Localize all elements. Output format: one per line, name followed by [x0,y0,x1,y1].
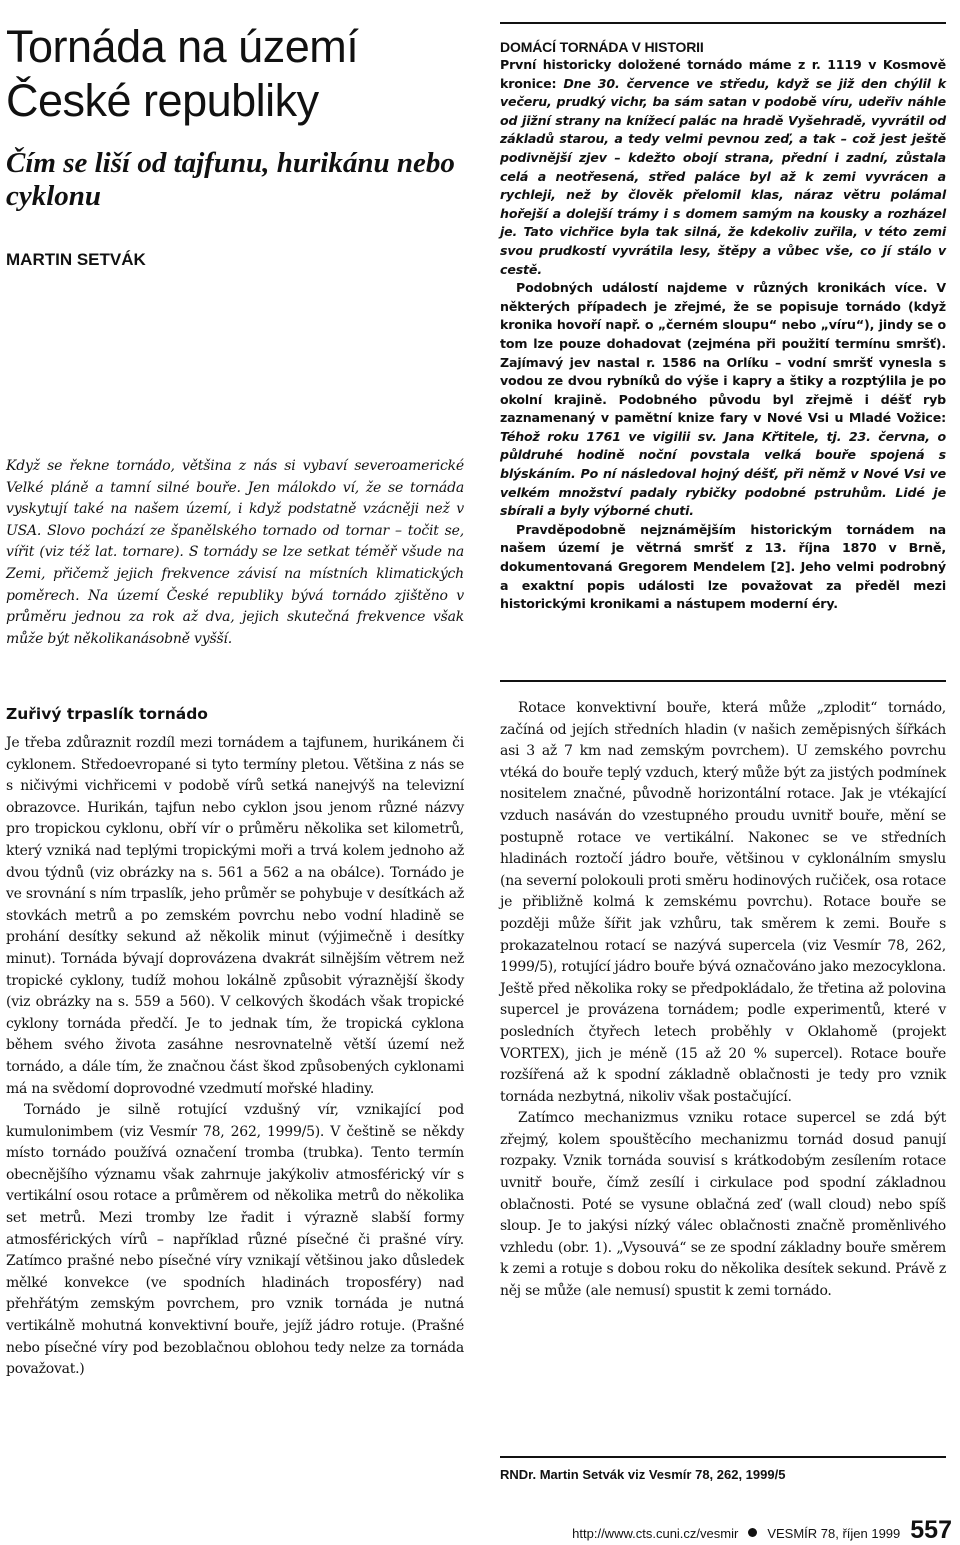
page-number: 557 [910,1516,952,1544]
body-paragraph: Je třeba zdůraznit rozdíl mezi tornádem a tajfunem, hurikánem či cyklonem. Středoevropané si tyto termíny pletou. Většina z nás se s ničivými vichřicemi v podobě vírů setká nanejvýš na televizní obrazovce. Hurikán, tajfun nebo cyklon jsou jenom různé názvy pro tropickou cyklonu, obří vír o průměru několika set kilometrů, který vzniká nad teplými tropickými moři a trvá kolem jednoho až dvou týdnů (viz obrázky na s. 561 a 562 a na obálce). Tornádo je ve srovnání s ním trpaslík, jeho průměr se pohybuje v desítkách až stovkách metrů a po zemském povrchu nebo vodní hladině se prohání desítky sekund až několik minut (výjimečně i desítky minut). Tornáda bývají doprovázena dvakrát silnějším větrem než tropické cyklony, tudíž mohou lokálně způsobit výraznější škody (viz obrázky na s. 559 a 560). V celkových škodách však tropické cyklony tornáda předčí. Je to jednak tím, že tropická cyklona během svého života zasáhne nesrovnatelně větší území než tornádo, a dále tím, že značnou část škod způsobených cyklonami má na svědomí doprovodné vzedmutí mořské hladiny. [6,735,464,1097]
article-subtitle: Čím se liší od tajfunu, hurikánu nebo cyklonu [6,147,455,212]
sidebar-paragraph [500,56,946,279]
author-credit: RNDr. Martin Setvák viz Vesmír 78, 262, 1999/5 [500,1467,786,1482]
lead-paragraph: Když se řekne tornádo, většina z nás si vybaví severoamerické Velké pláně a tamní silné bouře. Jen málokdo ví, že se tornáda vyskytují také na našem území, i když podstatně vzácněji než v USA. Slovo pochází ze španělského tornado od tornar – točit se, vířit (viz též lat. tornare). S tornády se lze setkat téměř všude na Zemi, přičemž jejich frekvence závisí na místních klimatických poměrech. Na území České republiky bývá tornádo zjištěno v průměru jednou za rok až dva, jejich skutečná frekvence však může být několikanásobně vyšší. [6,458,464,647]
body-paragraph: Rotace konvektivní bouře, která může „zplodit“ tornádo, začíná od jejích středních hladin (v našich zeměpisných šířkách asi 3 až 7 km nad zemským povrchem). U zemského povrchu vtéká do bouře teplý vzduch, který může být za jistých podmínek nositelem značné, původně horizontální rotace. Jak je vtékající vzduch nasáván do vzestupného proudu uvnitř bouře, mění se postupně rotace ve vertikální. Nakonec se ve středních hladinách roztočí jádro bouře, většinou v cyklonálním smyslu (na severní polokouli proti směru hodinových ručiček, osa rotace je přibližně kolmá k zemskému povrchu). Rotace bouře se později může šířit jak vzhůru, tak směrem k zemi. Bouře s prokazatelnou rotací se nazývá supercela (viz Vesmír 78, 262, 1999/5), rotující jádro bouře bývá označováno jako mezocyklona. Ještě před několika roky se předpokládalo, že třetina až polovina supercel je provázena tornádem; podle experimentů, které v posledních čtyřech letech proběhly v Oklahomě (projekt VORTEX), jich je méně (15 až 20 % supercel). Rotace bouře rozšířená až k spodní základně oblačnosti je tedy pro vznik tornáda nezbytná, nikoliv však postačující. [500,700,946,1105]
body-column-right [500,698,946,1303]
sidebar-heading: DOMÁCÍ TORNÁDA V HISTORII [500,39,704,55]
bullet-dot-icon [748,1528,757,1537]
sidebar-paragraph [500,279,946,521]
footer-issue: VESMÍR 78, říjen 1999 [767,1526,901,1541]
credit-divider [500,1456,946,1458]
sidebar-quote: Dne 30. července ve středu, když se již den chýlil k večeru, prudký vichr, ba sám satan v podobě víru, udeřiv náhle od jižní strany na knížecí palác na hradě Vyšehradě, vyvrátil od základů starou, a tedy velmi pevnou zeď, a tak – což jest ještě podivnější zjev – kdežto obojí strana, přední i zadní, zůstala celá a neotřesená, střed paláce byl až k zemi vyvrácen a rychleji, než by člověk přelomil klas, náraz větru polámal hořejší a dolejší trámy i s domem samým na kousky a rozházel je. Tato vichřice byla tak silná, že kdekoliv zuřila, v této zemi svou prudkostí vyvrátila lesy, štěpy a vůbec vše, co jí stálo v cestě. [500,75,946,277]
sidebar-quote: Téhož roku 1761 ve vigilii sv. Jana Křtitele, tj. 23. června, o půldruhé hodině noční povstala velká bouře spojená s blýskáním. Po ní následoval hojný déšť, při němž v Nové Vsi ve velkém množství padaly rybičky podobné pstruhům. Lidé je sbírali a byly výborné chuti. [500,428,946,519]
sidebar-box [500,22,946,682]
article-title: Tornáda na území České republiky [6,21,359,126]
sidebar-paragraph: Pravděpodobně nejznámějším historickým tornádem na našem území je větrná smršť z 13. října 1870 v Brně, dokumentovaná Gregorem Mendelem [2]. Jeho velmi podrobný a exaktní popis události lze považovat za předěl mezi historickými kronikami a nástupem moderní éry. [500,521,946,612]
footer-url[interactable]: http://www.cts.cuni.cz/vesmir [572,1526,739,1541]
body-paragraph: Tornádo je silně rotující vzdušný vír, vznikající pod kumulonimbem (viz Vesmír 78, 262, 1999/5). V češtině se někdy místo tornádo používá označení tromba (trubka). Tento termín obecnějšího významu však zahrnuje jakýkoliv atmosférický vír s vertikální osou rotace a průměrem od několika metrů do několika set metrů. Mezi tromby lze řadit i výrazně slabší formy atmosférických vírů – například různé písečné či prašné víry. Zatímco prašné nebo písečné víry vznikají většinou jako důsledek mělké konvekce (ve spodních hladinách troposféry) nad přehřátým zemským povrchem, pro vznik tornáda je nutná vertikálně mohutná konvektivní bouře, jejíž jádro rotuje. (Prašné nebo písečné víry pod bezoblačnou oblohou tedy nelze za tornáda považovat.) [6,1102,464,1378]
body-paragraph: Zatímco mechanizmus vzniku rotace supercel se zdá být zřejmý, kolem spouštěcího mechanizmu tornád dosud panují rozpaky. Vznik tornáda souvisí s krátkodobým zesílením rotace uvnitř bouře, čímž zesílí i cirkulace pod spodní základnou oblačnosti. Poté se vysune oblačná zeď (wall cloud) nebo spíš sloup. Je to jakýsi nízký válec oblačnosti značně proměnlivého vzhledu (obr. 1). „Vysouvá“ se ze spodní základny bouře směrem k zemi a rotuje s dobou roku do několika desítek sekund. Právě z něj se může (ale nemusí) spustit k zemi tornádo. [500,1110,946,1300]
sidebar-text: První historicky doložené tornádo máme z r. 1119 v Kosmově kronice: [500,57,946,91]
author-name: MARTIN SETVÁK [6,250,146,269]
section-heading: Zuřivý trpaslík tornádo [6,705,208,723]
body-column-left [6,733,464,1381]
sidebar-text: Podobných událostí najdeme v různých kronikách více. V některých případech je zřejmé, že se popisuje tornádo (když kronika hovoří např. o „černém sloupu“ nebo „víru“), jindy se o tom lze pouze dohadovat (zejména při použití termínu smršť). Zajímavý jev nastal r. 1586 na Orlíku – vodní smršť vynesla s vodou ze dvou rybníků do výše i kapry a štiky a rozptýlila je po okolní krajině. Podobného původu byl zřejmě i déšť ryb zaznamenaný v pamětní knize fary v Nové Vsi u Mladé Vožice: [500,280,946,426]
